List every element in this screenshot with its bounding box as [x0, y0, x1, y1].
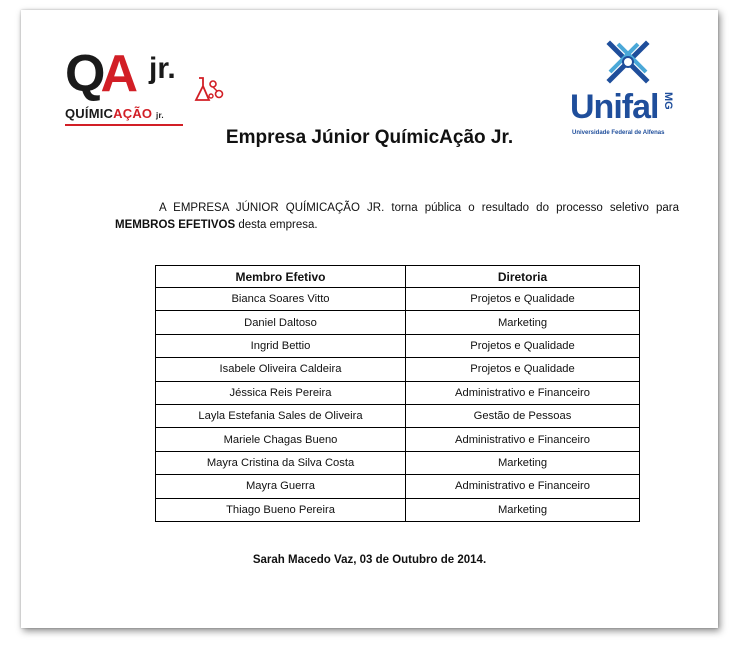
unifal-wordmark: Unifal: [570, 88, 659, 126]
table-row: [156, 381, 640, 404]
directorate: Marketing: [406, 498, 640, 521]
logo-letters: QA: [65, 45, 134, 103]
logo-jr: jr.: [149, 52, 176, 85]
member-name: Mariele Chagas Bueno: [156, 428, 406, 451]
column-header-directorate: Diretoria: [406, 266, 640, 288]
member-name: Daniel Daltoso: [156, 311, 406, 334]
directorate: Administrativo e Financeiro: [406, 428, 640, 451]
column-header-member: Membro Efetivo: [156, 266, 406, 288]
directorate: Projetos e Qualidade: [406, 358, 640, 381]
table-row: [156, 451, 640, 474]
directorate: Projetos e Qualidade: [406, 334, 640, 357]
intro-tail: desta empresa.: [235, 219, 318, 231]
member-name: Layla Estefania Sales de Oliveira: [156, 404, 406, 427]
table-row: [156, 428, 640, 451]
directorate: Projetos e Qualidade: [406, 288, 640, 311]
directorate: Marketing: [406, 311, 640, 334]
flask-icon: [193, 74, 229, 108]
member-name: Jéssica Reis Pereira: [156, 381, 406, 404]
directorate: Marketing: [406, 451, 640, 474]
table-row: [156, 475, 640, 498]
unifal-subtitle: Universidade Federal de Alfenas: [572, 130, 665, 136]
members-table: [155, 265, 640, 522]
member-name: Mayra Cristina da Silva Costa: [156, 451, 406, 474]
logo-underline: [65, 124, 183, 126]
directorate: Gestão de Pessoas: [406, 404, 640, 427]
member-name: Bianca Soares Vitto: [156, 288, 406, 311]
member-name: Isabele Oliveira Caldeira: [156, 358, 406, 381]
unifal-cross-mark-icon: [602, 38, 654, 86]
table-row: [156, 498, 640, 521]
intro-text: A EMPRESA JÚNIOR QUÍMICAÇÃO JR. torna pública o resultado do processo seletivo para: [159, 202, 679, 214]
directorate: Administrativo e Financeiro: [406, 381, 640, 404]
logo-subtitle: QUÍMICAÇÃO jr.: [65, 106, 164, 121]
page-title: Empresa Júnior QuímicAção Jr.: [225, 127, 514, 148]
unifal-state: MG: [662, 92, 674, 110]
intro-paragraph: [115, 200, 679, 234]
table-row: [156, 311, 640, 334]
intro-bold: MEMBROS EFETIVOS: [115, 219, 236, 231]
member-name: Mayra Guerra: [156, 475, 406, 498]
member-name: Thiago Bueno Pereira: [156, 498, 406, 521]
quimicacao-logo: [65, 45, 235, 138]
table-row: [156, 288, 640, 311]
table-header-row: [156, 266, 640, 288]
table-row: [156, 404, 640, 427]
directorate: Administrativo e Financeiro: [406, 475, 640, 498]
member-name: Ingrid Bettio: [156, 334, 406, 357]
document-page: [21, 10, 718, 628]
table-row: [156, 358, 640, 381]
signature-line: Sarah Macedo Vaz, 03 de Outubro de 2014.: [252, 554, 487, 566]
table-row: [156, 334, 640, 357]
